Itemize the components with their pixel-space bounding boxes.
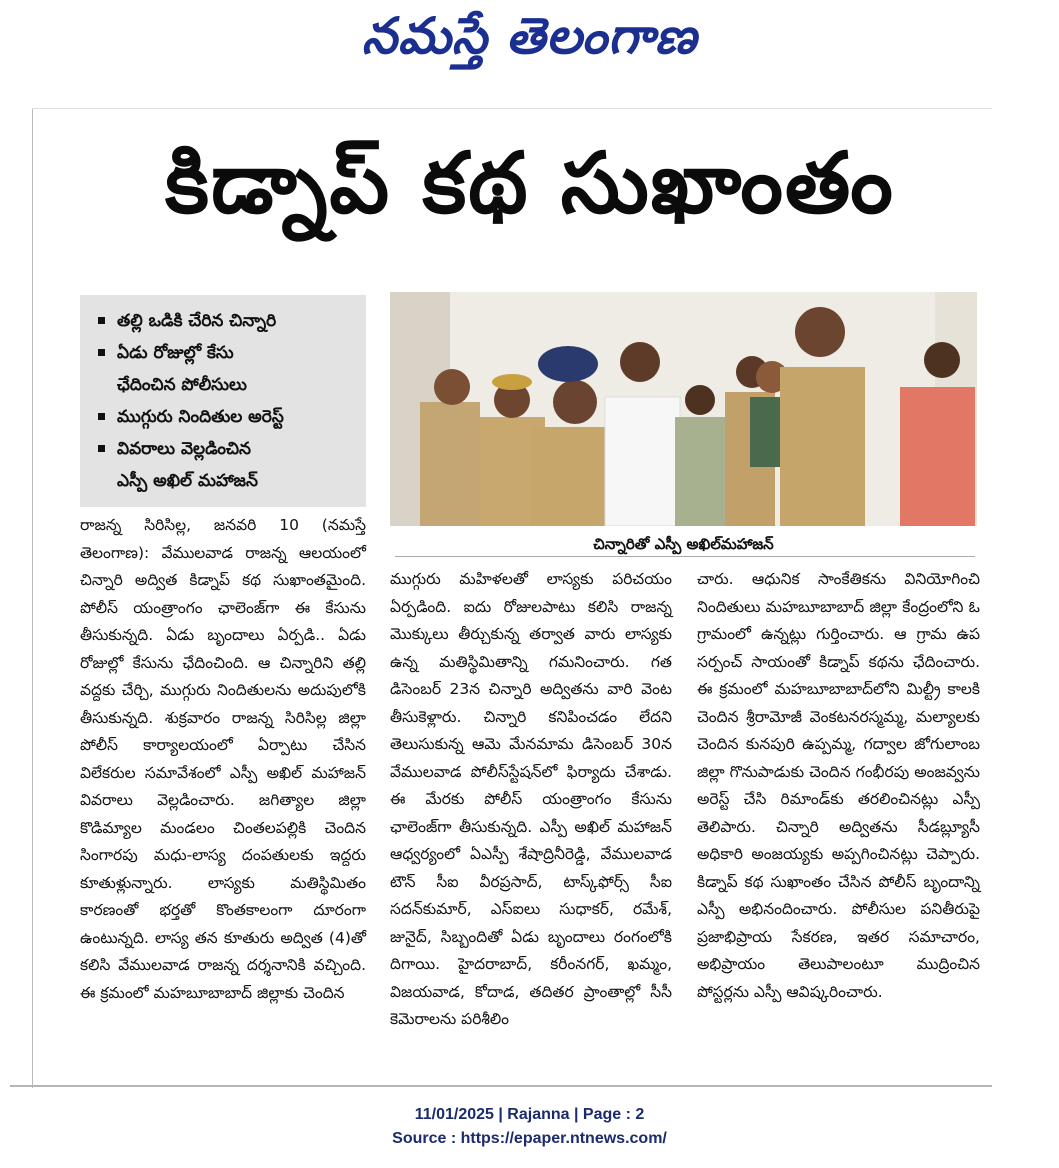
masthead-logo: నమస్తే తెలంగాణ [361,6,698,65]
article-column-3: చారు. ఆధునిక సాంకేతికను వినియోగించి నిందితులు మహబూబాబాద్ జిల్లా కేంద్రంలోని ఓ గ్రామంలో ఉన్నట్లు గుర్తించారు. ఆ గ్రామ ఉప సర్పంచ్ సాయంతో కిడ్నాప్ కథను ఛేదించారు. ఈ క్రమంలో మహబూబాబాద్‌లోని మిల్ట్రీ కాలకి చెందిన శ్రీరామోజీ వెంకటనరస్మమ్మ, మల్యాలకు చెందిన కునపురి ఉప్పమ్మ, గద్వాల జోగులాంబ జిల్లా గొనుపాడుకు చెందిన గంభీరపు అంజవ్వను అరెస్ట్ చేసి రిమాండ్‌కు తరలించినట్లు ఎస్పీ తెలిపారు. చిన్నారి అద్వితను సీడబ్ల్యూసీ అధికారి అంజయ్యకు అప్పగించినట్లు చెప్పారు. కిడ్నాప్ కథ సుఖాంతం చేసిన పోలీస్ బృందాన్ని ఎస్పీ అభినందించారు. పోలీసుల పనితీరుపై ప్రజాభిప్రాయ సేకరణ, ఇతర సమాచారం, అభిప్రాయం తెలుపాలంటూ ముద్రించిన పోస్టర్లను ఎస్పీ ఆవిష్కరించారు. [697,570,980,1001]
highlight-text: ఏడు రోజుల్లో కేసు ఛేదించిన పోలీసులు [117,343,247,395]
bottom-divider [10,1085,992,1087]
footer-source-link[interactable]: Source : https://epaper.ntnews.com/ [392,1130,667,1147]
highlight-item [96,433,356,497]
article-column-1: రాజన్న సిరిసిల్ల, జనవరి 10 (నమస్తే తెలంగాణ): వేములవాడ రాజన్న ఆలయంలో చిన్నారి అద్విత కిడ్నాప్ కథ సుఖాంతమైంది. పోలీస్ యంత్రాంగం ఛాలెంజ్‌గా ఈ కేసును తీసుకున్నది. ఏడు బృందాలు ఏర్పడి.. ఏడు రోజుల్లో కేసును ఛేదించింది. ఆ చిన్నారిని తల్లి వద్దకు చేర్చి, ముగ్గురు నిందితులను అదుపులోకి తీసుకున్నది. శుక్రవారం రాజన్న సిరిసిల్ల జిల్లా పోలీస్ కార్యాలయంలో ఏర్పాటు చేసిన విలేకరుల సమావేశంలో ఎస్పీ అఖిల్ మహాజన్ వివరాలు వెల్లడించారు. జగిత్యాల జిల్లా కొడిమ్యాల మండలం చింతలపల్లికి చెందిన సింగారపు మధు-లాస్య దంపతులకు ఇద్దరు కూతుళ్లున్నారు. లాస్యకు మతిస్థిమితం కారణంతో భర్తతో కొంతకాలంగా దూరంగా ఉంటున్నది. లాస్య తన కూతురు అద్విత (4)తో కలిసి వేములవాడ రాజన్న దర్శనానికి వచ్చింది. ఈ క్రమంలో మహబూబాబాద్ జిల్లాకు చెందిన [80,516,366,1002]
caption-divider [395,556,975,557]
highlight-text: ముగ్గురు నిందితుల అరెస్ట్ [117,407,284,427]
highlight-item [96,401,356,433]
highlight-item [96,305,356,337]
article-headline: కిడ్నాప్ కథ సుఖాంతం [165,134,895,232]
article-column-2: ముగ్గురు మహిళలతో లాస్యకు పరిచయం ఏర్పడింది. ఐదు రోజులపాటు కలిసి రాజన్న మొక్కులు తీర్చుకున్న తర్వాత వారు లాస్యకు ఉన్న మతిస్థిమితాన్ని గమనించారు. గత డిసెంబర్ 23న చిన్నారి అద్వితను వారి వెంట తీసుకెళ్లారు. చిన్నారి కనిపించడం లేదని తెలుసుకున్న ఆమె మేనమామ డిసెంబర్ 30న వేములవాడ పోలీస్‌స్టేషన్‌లో ఫిర్యాదు చేశాడు. ఈ మేరకు పోలీస్ యంత్రాంగం కేసును ఛాలెంజ్‌గా తీసుకున్నది. ఎస్పీ అఖిల్ మహాజన్ ఆధ్వర్యంలో ఏఎస్పీ శేషాద్రినీరెడ్డి, వేములవాడ టౌన్ సీఐ వీరప్రసాద్, టాస్క్‌ఫోర్స్ సీఐ సదన్‌కుమార్, ఎస్‌ఐలు సుధాకర్, రమేశ్, జునైద్, సిబ్బందితో ఏడు బృందాలు రంగంలోకి దిగాయి. హైదరాబాద్, కరీంనగర్, ఖమ్మం, విజయవాడ, కోదాడ, తదితర ప్రాంతాల్లో సీసీ కెమెరాలను పరిశీలిం [390,570,672,1028]
top-divider [32,108,992,109]
highlight-text: తల్లి ఒడికి చేరిన చిన్నారి [117,311,277,331]
bullet-icon [98,349,105,356]
bullet-icon [98,445,105,452]
footer-date-edition: 11/01/2025 | Rajanna | Page : 2 [414,1106,645,1123]
left-divider [32,108,33,1088]
highlight-item [96,337,356,401]
bullet-icon [98,317,105,324]
highlights-box [80,295,366,507]
bullet-icon [98,413,105,420]
highlight-text: వివరాలు వెల్లడించిన ఎస్పీ అఖిల్ మహాజన్ [117,439,258,491]
photo-caption: చిన్నారితో ఎస్పీ అఖిల్‌మహాజన్ [593,535,774,553]
news-photo [390,292,977,526]
